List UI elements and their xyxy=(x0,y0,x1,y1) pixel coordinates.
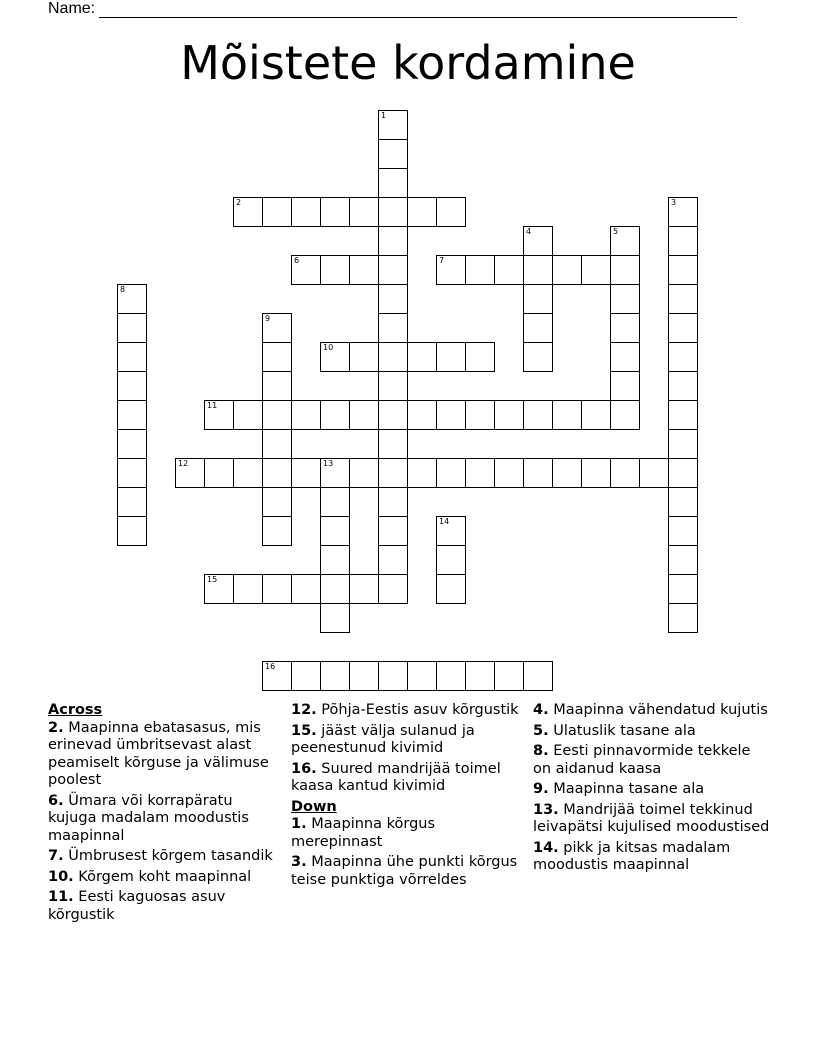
crossword-cell[interactable] xyxy=(610,284,640,314)
crossword-cell[interactable] xyxy=(378,429,408,459)
crossword-cell[interactable] xyxy=(117,284,147,314)
crossword-cell[interactable] xyxy=(494,255,524,285)
crossword-cell[interactable] xyxy=(262,313,292,343)
crossword-cell[interactable] xyxy=(465,400,495,430)
crossword-cell[interactable] xyxy=(291,255,321,285)
crossword-cell[interactable] xyxy=(378,458,408,488)
crossword-cell[interactable] xyxy=(320,255,350,285)
crossword-cell[interactable] xyxy=(320,574,350,604)
crossword-cell[interactable] xyxy=(407,197,437,227)
crossword-cell[interactable] xyxy=(523,400,553,430)
crossword-cell[interactable] xyxy=(320,516,350,546)
crossword-cell[interactable] xyxy=(378,313,408,343)
page-title: Mõistete kordamine xyxy=(180,36,636,90)
clue-across-6: 6. Ümara või korrapäratu kujuga madalam moodustis maapinnal xyxy=(48,792,249,844)
crossword-cell[interactable] xyxy=(262,516,292,546)
crossword-cell[interactable] xyxy=(523,313,553,343)
crossword-cell[interactable] xyxy=(581,458,611,488)
crossword-cell[interactable] xyxy=(668,400,698,430)
cell-number: 3 xyxy=(671,198,677,207)
crossword-cell[interactable] xyxy=(436,400,466,430)
clue-across-16: 16. Suured mandrijää toimel kaasa kantud kivimid xyxy=(291,760,501,794)
crossword-cell[interactable] xyxy=(436,197,466,227)
crossword-cell[interactable] xyxy=(378,284,408,314)
clue-across-7: 7. Ümbrusest kõrgem tasandik xyxy=(48,848,273,864)
crossword-cell[interactable] xyxy=(349,255,379,285)
name-input-line[interactable] xyxy=(99,3,737,18)
clue-down-13: 13. Mandrijää toimel tekkinud leivapätsi kujulised moodustised xyxy=(533,801,770,835)
crossword-cell[interactable] xyxy=(117,487,147,517)
cell-number: 5 xyxy=(613,227,619,236)
clues-column-2 xyxy=(291,702,521,892)
crossword-cell[interactable] xyxy=(668,197,698,227)
crossword-cell[interactable] xyxy=(668,458,698,488)
crossword-cell[interactable] xyxy=(436,574,466,604)
crossword-cell[interactable] xyxy=(262,400,292,430)
crossword-cell[interactable] xyxy=(262,574,292,604)
cell-number: 16 xyxy=(265,662,276,671)
cell-number: 11 xyxy=(207,401,218,410)
crossword-cell[interactable] xyxy=(262,429,292,459)
clue-across-2: 2. Maapinna ebatasasus, mis erinevad ümbritsevast alast peamiselt kõrguse ja välimuse poolest xyxy=(48,719,269,788)
cell-number: 14 xyxy=(439,517,450,526)
down-header: Down xyxy=(291,798,337,815)
crossword-cell[interactable] xyxy=(320,603,350,633)
crossword-cell[interactable] xyxy=(262,197,292,227)
crossword-cell[interactable] xyxy=(349,342,379,372)
cell-number: 6 xyxy=(294,256,300,265)
crossword-cell[interactable] xyxy=(233,458,263,488)
crossword-cell[interactable] xyxy=(436,545,466,575)
crossword-cell[interactable] xyxy=(610,371,640,401)
crossword-cell[interactable] xyxy=(378,110,408,140)
crossword-cell[interactable] xyxy=(494,661,524,691)
clue-down-9: 9. Maapinna tasane ala xyxy=(533,781,705,797)
cell-number: 8 xyxy=(120,285,126,294)
crossword-cell[interactable] xyxy=(349,458,379,488)
crossword-cell[interactable] xyxy=(436,516,466,546)
crossword-cell[interactable] xyxy=(668,516,698,546)
crossword-cell[interactable] xyxy=(378,661,408,691)
crossword-cell[interactable] xyxy=(378,139,408,169)
crossword-cell[interactable] xyxy=(378,574,408,604)
cell-number: 4 xyxy=(526,227,532,236)
crossword-cell[interactable] xyxy=(407,458,437,488)
clue-down-4: 4. Maapinna vähendatud kujutis xyxy=(533,702,768,718)
crossword-cell[interactable] xyxy=(233,574,263,604)
crossword-cell[interactable] xyxy=(523,226,553,256)
crossword-cell[interactable] xyxy=(668,226,698,256)
crossword-cell[interactable] xyxy=(552,255,582,285)
crossword-cell[interactable] xyxy=(610,255,640,285)
clues-column-1 xyxy=(48,702,278,927)
clue-down-5: 5. Ulatuslik tasane ala xyxy=(533,722,696,739)
crossword-cell[interactable] xyxy=(668,371,698,401)
crossword-cell[interactable] xyxy=(668,255,698,285)
crossword-cell[interactable] xyxy=(523,255,553,285)
crossword-cell[interactable] xyxy=(610,226,640,256)
crossword-cell[interactable] xyxy=(378,371,408,401)
crossword-cell[interactable] xyxy=(407,400,437,430)
crossword-cell[interactable] xyxy=(349,197,379,227)
crossword-cell[interactable] xyxy=(668,487,698,517)
crossword-cell[interactable] xyxy=(117,400,147,430)
crossword-cell[interactable] xyxy=(204,458,234,488)
crossword-cell[interactable] xyxy=(668,284,698,314)
crossword-cell[interactable] xyxy=(668,429,698,459)
crossword-cell[interactable] xyxy=(349,661,379,691)
crossword-cell[interactable] xyxy=(378,255,408,285)
across-header: Across xyxy=(48,702,103,718)
crossword-cell[interactable] xyxy=(291,400,321,430)
crossword-cell[interactable] xyxy=(320,400,350,430)
crossword-cell[interactable] xyxy=(262,487,292,517)
crossword-cell[interactable] xyxy=(233,400,263,430)
crossword-cell[interactable] xyxy=(436,342,466,372)
name-line xyxy=(48,0,737,18)
clues-column-3 xyxy=(533,702,773,878)
crossword-cell[interactable] xyxy=(668,313,698,343)
crossword-cell[interactable] xyxy=(610,458,640,488)
cell-number: 7 xyxy=(439,256,445,265)
crossword-cell[interactable] xyxy=(552,400,582,430)
crossword-cell[interactable] xyxy=(291,197,321,227)
crossword-cell[interactable] xyxy=(494,458,524,488)
crossword-cell[interactable] xyxy=(320,545,350,575)
crossword-cell[interactable] xyxy=(465,661,495,691)
crossword-cell[interactable] xyxy=(233,197,263,227)
crossword-cell[interactable] xyxy=(320,487,350,517)
crossword-cell[interactable] xyxy=(668,342,698,372)
crossword-cell[interactable] xyxy=(523,458,553,488)
crossword-cell[interactable] xyxy=(262,342,292,372)
crossword-cell[interactable] xyxy=(291,661,321,691)
crossword-cell[interactable] xyxy=(494,400,524,430)
crossword-cell[interactable] xyxy=(639,458,669,488)
crossword-cell[interactable] xyxy=(581,255,611,285)
clue-down-1: 1. Maapinna kõrgus merepinnast xyxy=(291,816,436,850)
cell-number: 2 xyxy=(236,198,242,207)
crossword-cell[interactable] xyxy=(407,661,437,691)
crossword-cell[interactable] xyxy=(668,603,698,633)
clue-across-10: 10. Kõrgem koht maapinnal xyxy=(48,868,252,885)
crossword-cell[interactable] xyxy=(378,197,408,227)
cell-number: 1 xyxy=(381,111,387,120)
clue-down-8: 8. Eesti pinnavormide tekkele on aidanud kaasa xyxy=(533,743,751,777)
cell-number: 12 xyxy=(178,459,189,468)
crossword-cell[interactable] xyxy=(117,429,147,459)
crossword-cell[interactable] xyxy=(523,661,553,691)
crossword-cell[interactable] xyxy=(175,458,205,488)
cell-number: 15 xyxy=(207,575,218,584)
crossword-cell[interactable] xyxy=(523,284,553,314)
crossword-cell[interactable] xyxy=(320,458,350,488)
crossword-cell[interactable] xyxy=(668,545,698,575)
clue-across-11: 11. Eesti kaguosas asuv kõrgustik xyxy=(48,889,226,923)
crossword-cell[interactable] xyxy=(320,661,350,691)
cell-number: 10 xyxy=(323,343,334,352)
crossword-cell[interactable] xyxy=(552,458,582,488)
crossword-cell[interactable] xyxy=(117,313,147,343)
crossword-cell[interactable] xyxy=(320,342,350,372)
crossword-cell[interactable] xyxy=(378,545,408,575)
crossword-cell[interactable] xyxy=(436,255,466,285)
crossword-cell[interactable] xyxy=(378,226,408,256)
crossword-cell[interactable] xyxy=(436,661,466,691)
crossword-cell[interactable] xyxy=(436,458,466,488)
crossword-cell[interactable] xyxy=(204,400,234,430)
crossword-cell[interactable] xyxy=(117,371,147,401)
crossword-cell[interactable] xyxy=(117,458,147,488)
clue-down-3: 3. Maapinna ühe punkti kõrgus teise punktiga võrreldes xyxy=(291,854,518,888)
cell-number: 9 xyxy=(265,314,271,323)
crossword-cell[interactable] xyxy=(610,313,640,343)
crossword-cell[interactable] xyxy=(378,487,408,517)
clue-across-12: 12. Põhja-Eestis asuv kõrgustik xyxy=(291,702,519,718)
crossword-cell[interactable] xyxy=(523,342,553,372)
crossword-cell[interactable] xyxy=(610,400,640,430)
crossword-cell[interactable] xyxy=(320,197,350,227)
crossword-cell[interactable] xyxy=(378,168,408,198)
crossword-cell[interactable] xyxy=(349,400,379,430)
crossword-cell[interactable] xyxy=(378,516,408,546)
crossword-cell[interactable] xyxy=(262,458,292,488)
crossword-cell[interactable] xyxy=(378,342,408,372)
crossword-cell[interactable] xyxy=(117,516,147,546)
clue-across-15: 15. jääst välja sulanud ja peenestunud kivimid xyxy=(291,722,475,756)
crossword-cell[interactable] xyxy=(204,574,234,604)
cell-number: 13 xyxy=(323,459,334,468)
crossword-cell[interactable] xyxy=(610,342,640,372)
crossword-cell[interactable] xyxy=(465,458,495,488)
crossword-cell[interactable] xyxy=(465,342,495,372)
crossword-cell[interactable] xyxy=(668,574,698,604)
crossword-cell[interactable] xyxy=(291,574,321,604)
crossword-cell[interactable] xyxy=(291,458,321,488)
crossword-cell[interactable] xyxy=(262,371,292,401)
crossword-cell[interactable] xyxy=(581,400,611,430)
crossword-cell[interactable] xyxy=(262,661,292,691)
crossword-cell[interactable] xyxy=(117,342,147,372)
crossword-cell[interactable] xyxy=(378,400,408,430)
name-label: Name: xyxy=(48,0,96,17)
crossword-cell[interactable] xyxy=(465,255,495,285)
clue-down-14: 14. pikk ja kitsas madalam moodustis maapinnal xyxy=(533,839,731,873)
crossword-cell[interactable] xyxy=(407,342,437,372)
crossword-cell[interactable] xyxy=(349,574,379,604)
